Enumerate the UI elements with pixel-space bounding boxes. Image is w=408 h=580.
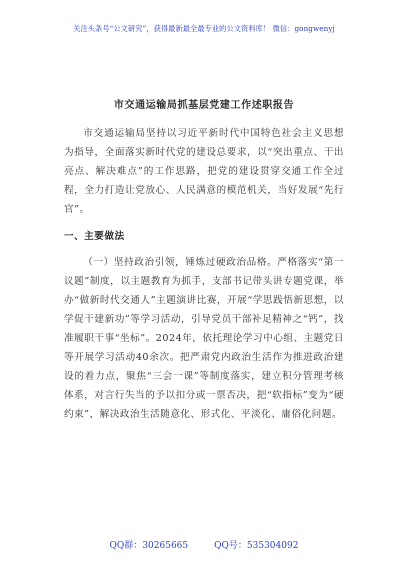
- intro-paragraph: 市交通运输局坚持以习近平新时代中国特色社会主义思想为指导，全面落实新时代党的建设总要求，以“突出重点、干出亮点、解决难点”的工作思路，把党的建设贯穿交通工作全过程，全力打造让党放心、人民满意的模范机关，当好发展“先行官”。: [64, 128, 344, 215]
- footer-contact: [0, 538, 408, 551]
- top-banner: 关注头条号“公文研究”，获得最新最全最专业的公文资料库！ 微信：gongwenyj: [73, 24, 335, 33]
- section-heading-main-practices: 一、主要做法: [64, 231, 125, 242]
- qq-group-label: QQ群：: [109, 541, 143, 551]
- document-body: [64, 124, 344, 424]
- qq-group-number: 30265665: [142, 541, 189, 551]
- document-title: 市交通运输局抓基层党建工作述职报告: [113, 100, 295, 111]
- qq-number-label: QQ号：: [214, 541, 247, 551]
- section-1-paragraph-1: （一）坚持政治引领，锤炼过硬政治品格。严格落实“第一议题”制度，以主题教育为抓手，支部书记带头讲专题党课，举办“做新时代交通人”主题演讲比赛，开展“学思践悟新思想，以学促干建新功”等学习活动，引导党员干部补足精神之“钙”，找准履职干事“坐标”。2024年，依托理论学习中心组、主题党日等开展学习活动40余次。把严肃党内政治生活作为推进政治建设的着力点，聚焦“三会一课”等制度落实，建立积分管理考核体系，对言行失当的予以扣分或一票否决，把“软指标”变为“硬约束”，解决政治生活随意化、形式化、平淡化、庸俗化问题。: [64, 257, 344, 420]
- qq-number-value: 535304092: [246, 541, 299, 551]
